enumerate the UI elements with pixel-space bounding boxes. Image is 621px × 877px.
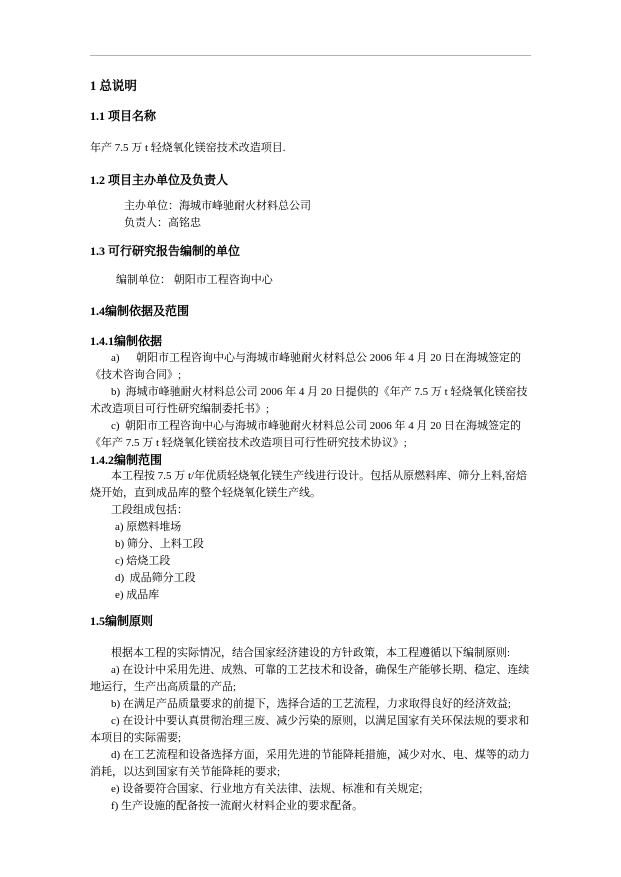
basis-item-a: a) 朝阳市工程咨询中心与海城市峰驰耐火材料总公 2006 年 4 月 20 日在海城签定的《技术咨询合同》; [90, 352, 522, 381]
basis-item-c: c) 朝阳市工程咨询中心与海城市峰驰耐火材料总公司 2006 年 4 月 20 日在海城签定的《年产 7.5 万 t 轻烧氧化镁窑技术改造项目可行性研究技术协议》; [90, 420, 522, 449]
section-1-4-heading: 1.4编制依据及范围 [90, 304, 190, 318]
section-1-3-heading: 1.3 可行研究报告编制的单位 [90, 244, 241, 258]
basis-list [90, 350, 531, 452]
section-1-4-2-heading: 1.4.2编制范围 [90, 453, 163, 467]
work-section-item-c: c) 焙烧工段 [115, 555, 171, 567]
chapter-title: 1 总说明 [90, 79, 137, 93]
work-section-item-b: b) 筛分、上料工段 [115, 538, 204, 550]
principles-group [90, 645, 531, 815]
principle-item-b: b) 在满足产品质量要求的前提下，选择合适的工艺流程，力求取得良好的经济效益; [111, 698, 511, 710]
principle-item-e: e) 设备要符合国家、行业地方有关法律、法规、标准和有关规定; [111, 783, 423, 795]
host-unit-group [90, 198, 531, 232]
host-unit-text: 主办单位：海城市峰驰耐火材料总公司 [124, 200, 311, 212]
leader-text: 负责人：高铭忠 [124, 217, 201, 229]
sections-list-label: 工段组成包括： [111, 504, 188, 516]
project-name-text: 年产 7.5 万 t 轻烧氧化镁窑技术改造项目. [90, 142, 286, 154]
work-section-item-e: e) 成品库 [115, 589, 160, 601]
work-sections-list [90, 519, 531, 604]
section-1-5-heading: 1.5编制原则 [90, 614, 154, 628]
section-1-2-heading: 1.2 项目主办单位及负责人 [90, 173, 229, 187]
section-1-4-1-heading: 1.4.1编制依据 [90, 334, 163, 348]
scope-intro-text: 本工程按 7.5 万 t/年优质轻烧氧化镁生产线进行设计。包括从原燃料库、筛分上料,窑焙烧开始，直到成品库的整个轻烧氧化镁生产线。 [90, 470, 527, 499]
work-section-item-a: a) 原燃料堆场 [115, 521, 182, 533]
work-section-item-d: d) 成品筛分工段 [115, 572, 196, 584]
header-divider [90, 55, 531, 56]
compiler-unit-text: 编制单位： 朝阳市工程咨询中心 [116, 274, 273, 286]
basis-item-b: b) 海城市峰驰耐火材料总公司 2006 年 4 月 20 日提供的《年产 7.5 万 t 轻烧氧化镁窑技术改造项目可行性研究编制委托书》; [90, 386, 528, 415]
principles-intro-text: 根据本工程的实际情况，结合国家经济建设的方针政策，本工程遵循以下编制原则: [111, 647, 511, 659]
principle-item-d: d) 在工艺流程和设备选择方面，采用先进的节能降耗措施，减少对水、电、煤等的动力消耗，以达到国家有关节能降耗的要求; [90, 749, 530, 778]
principle-item-c: c) 在设计中要认真贯彻治理三废、减少污染的原则，以满足国家有关环保法规的要求和本项目的实际需要; [90, 715, 530, 744]
principle-item-f: f) 生产设施的配备按一流耐火材料企业的要求配备。 [111, 800, 364, 812]
section-1-1-heading: 1.1 项目名称 [90, 109, 157, 123]
principle-item-a: a) 在设计中采用先进、成熟、可靠的工艺技术和设备，确保生产能够长期、稳定、连续地运行，生产出高质量的产品; [90, 664, 530, 693]
document-content [90, 55, 531, 815]
